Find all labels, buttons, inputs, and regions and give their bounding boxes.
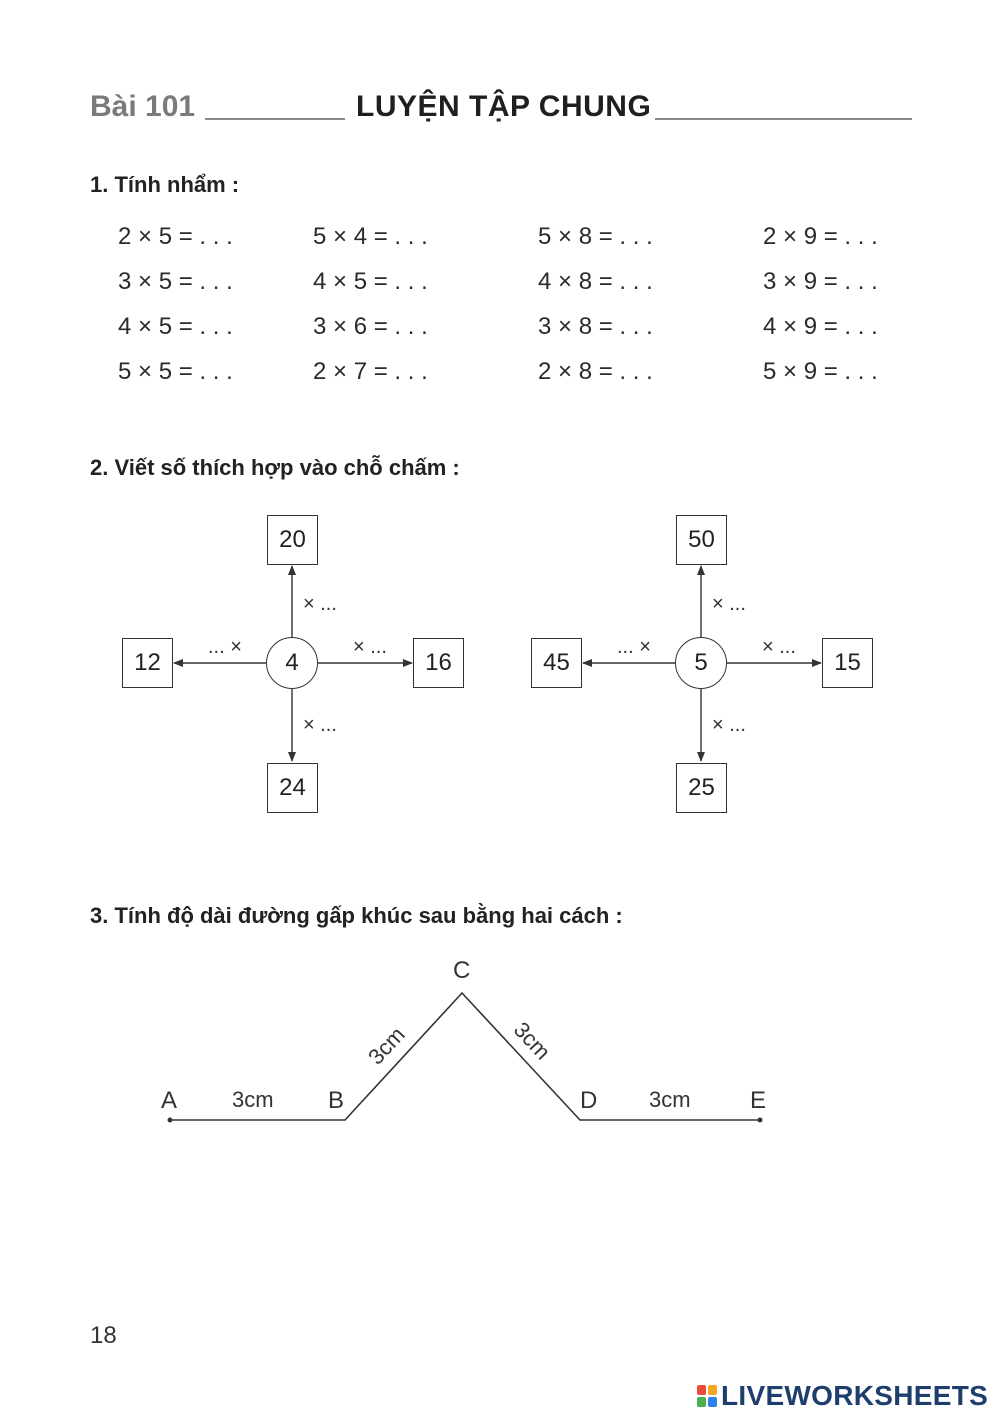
- expression: 3 × 5 = . . .: [118, 268, 233, 295]
- operator-label: × ...: [353, 636, 387, 658]
- expression: 3 × 9 = . . .: [763, 268, 878, 295]
- point-label-b: B: [328, 1087, 345, 1114]
- operator-label: × ...: [712, 593, 746, 615]
- answer-box-bottom: 24: [267, 763, 318, 813]
- expression: 3 × 8 = . . .: [538, 313, 653, 340]
- expression: 5 × 9 = . . .: [763, 358, 878, 385]
- expression: 2 × 7 = . . .: [313, 358, 428, 385]
- segment-length-cd: 3cm: [508, 1016, 556, 1065]
- segment-length-bc: 3cm: [363, 1021, 410, 1070]
- answer-box-right: 15: [822, 638, 873, 688]
- exercise2-heading: 2. Viết số thích hợp vào chỗ chấm :: [90, 455, 460, 480]
- expression: 2 × 9 = . . .: [763, 223, 878, 250]
- expression: 2 × 8 = . . .: [538, 358, 653, 385]
- exercise1-heading: 1. Tính nhẩm :: [90, 172, 240, 197]
- liveworksheets-logo-icon: [697, 1385, 717, 1407]
- brand-watermark[interactable]: [697, 1380, 988, 1412]
- expression: 5 × 8 = . . .: [538, 223, 653, 250]
- expression: 4 × 5 = . . .: [313, 268, 428, 295]
- center-number: 4: [266, 637, 318, 689]
- operator-label: ... ×: [208, 636, 242, 658]
- lesson-title: LUYỆN TẬP CHUNG: [356, 90, 652, 123]
- operator-label: × ...: [762, 636, 796, 658]
- point-label-c: C: [453, 957, 471, 984]
- segment-length-de: 3cm: [649, 1087, 691, 1112]
- answer-box-top: 50: [676, 515, 727, 565]
- answer-box-left: 12: [122, 638, 173, 688]
- endpoint-dot: [758, 1118, 763, 1123]
- exercise3-heading: 3. Tính độ dài đường gấp khúc sau bằng hai cách :: [90, 903, 623, 928]
- lesson-number: Bài 101: [90, 90, 196, 123]
- segment-length-ab: 3cm: [232, 1087, 274, 1112]
- expression: 4 × 5 = . . .: [118, 313, 233, 340]
- operator-label: × ...: [303, 593, 337, 615]
- center-number: 5: [675, 637, 727, 689]
- answer-box-bottom: 25: [676, 763, 727, 813]
- expression: 4 × 8 = . . .: [538, 268, 653, 295]
- expression: 3 × 6 = . . .: [313, 313, 428, 340]
- point-label-d: D: [580, 1087, 598, 1114]
- operator-label: × ...: [712, 714, 746, 736]
- answer-box-right: 16: [413, 638, 464, 688]
- operator-label: ... ×: [617, 636, 651, 658]
- expression: 2 × 5 = . . .: [118, 223, 233, 250]
- expression: 5 × 4 = . . .: [313, 223, 428, 250]
- answer-box-left: 45: [531, 638, 582, 688]
- brand-name: LIVEWORKSHEETS: [721, 1380, 989, 1411]
- point-label-e: E: [750, 1087, 767, 1114]
- point-label-a: A: [161, 1087, 178, 1114]
- page-number: 18: [90, 1322, 117, 1349]
- expression: 5 × 5 = . . .: [118, 358, 233, 385]
- operator-label: × ...: [303, 714, 337, 736]
- answer-box-top: 20: [267, 515, 318, 565]
- endpoint-dot: [168, 1118, 173, 1123]
- expression: 4 × 9 = . . .: [763, 313, 878, 340]
